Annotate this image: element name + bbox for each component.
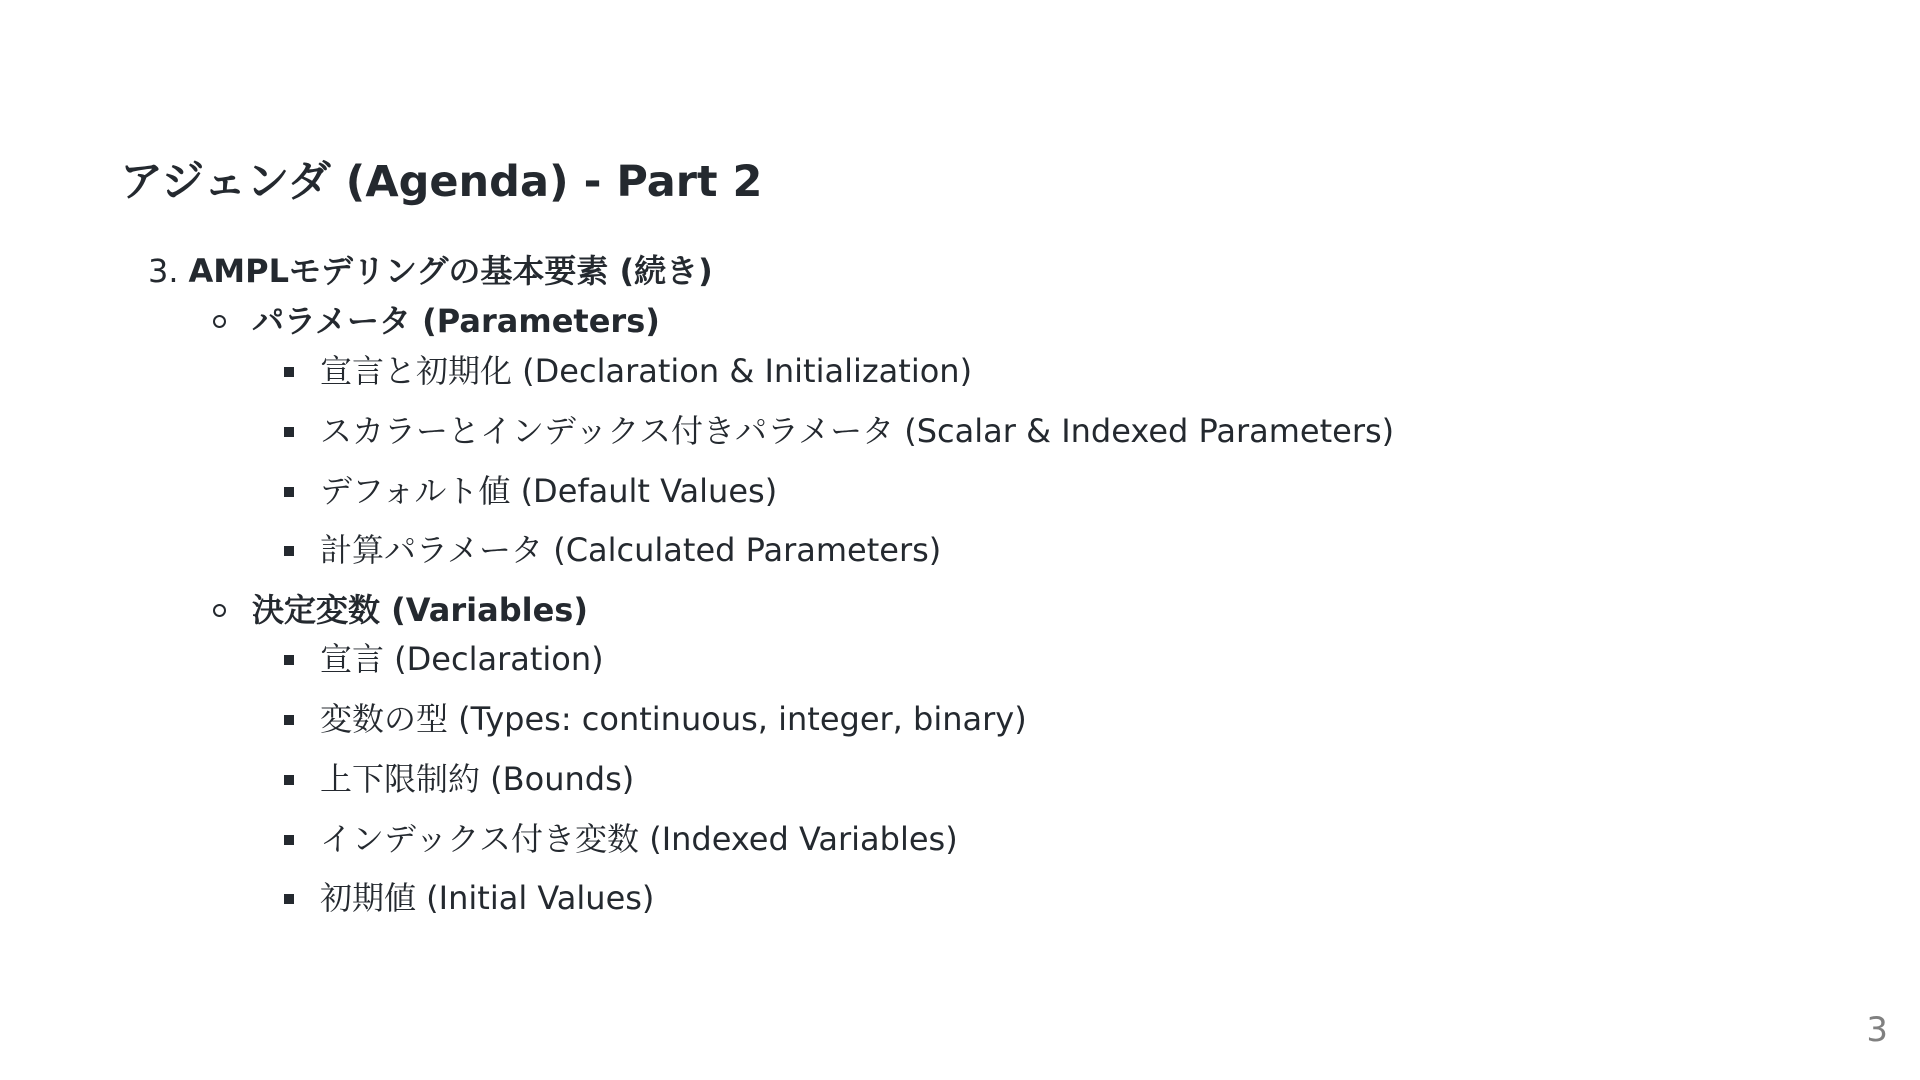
subsection-label: パラメータ (Parameters): [252, 302, 660, 340]
square-bullet-icon: [284, 427, 294, 437]
square-bullet-icon: [284, 487, 294, 497]
list-item: [284, 817, 958, 861]
list-item-label: 初期値 (Initial Values): [320, 879, 655, 917]
list-item: [284, 757, 634, 801]
list-item: [284, 349, 972, 393]
slide-title: アジェンダ (Agenda) - Part 2: [120, 157, 763, 207]
list-item-label: インデックス付き変数 (Indexed Variables): [320, 820, 958, 858]
circle-bullet-icon: [213, 604, 226, 617]
list-item: [284, 876, 654, 920]
list-item: [284, 697, 1027, 741]
list-item-label: 上下限制約 (Bounds): [320, 760, 635, 798]
square-bullet-icon: [284, 835, 294, 845]
section-heading: [148, 249, 713, 293]
list-item-label: スカラーとインデックス付きパラメータ (Scalar & Indexed Parameters): [320, 412, 1395, 450]
list-item-label: 宣言と初期化 (Declaration & Initialization): [320, 352, 973, 390]
subsection-parameters: [216, 299, 660, 343]
square-bullet-icon: [284, 655, 294, 665]
square-bullet-icon: [284, 367, 294, 377]
subsection-label: 決定変数 (Variables): [252, 591, 588, 629]
list-item-label: 変数の型 (Types: continuous, integer, binary): [320, 700, 1027, 738]
list-item-label: 計算パラメータ (Calculated Parameters): [320, 531, 942, 569]
square-bullet-icon: [284, 715, 294, 725]
section-label: AMPLモデリングの基本要素 (続き): [188, 252, 713, 290]
square-bullet-icon: [284, 546, 294, 556]
subsection-variables: [216, 588, 588, 632]
list-item-label: デフォルト値 (Default Values): [320, 472, 778, 510]
list-item: [284, 409, 1394, 453]
square-bullet-icon: [284, 775, 294, 785]
square-bullet-icon: [284, 894, 294, 904]
list-item: [284, 528, 941, 572]
list-item: [284, 469, 777, 513]
circle-bullet-icon: [213, 315, 226, 328]
list-item-label: 宣言 (Declaration): [320, 640, 604, 678]
section-number: 3.: [148, 252, 179, 290]
page-number: 3: [1866, 1010, 1888, 1050]
list-item: [284, 637, 604, 681]
